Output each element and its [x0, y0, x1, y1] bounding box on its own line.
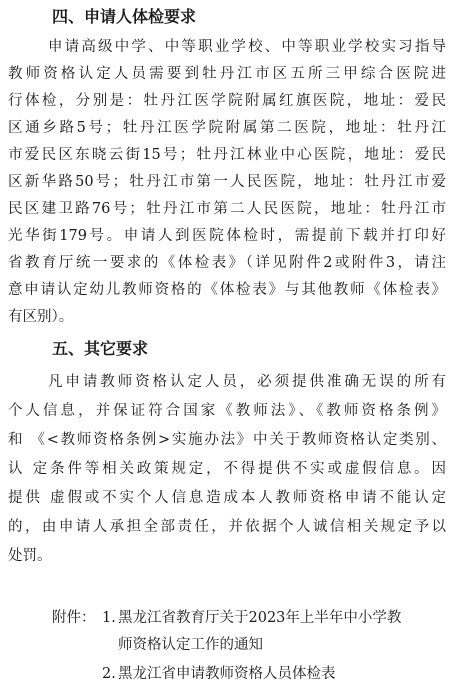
paragraph-line: 区新华路50号；牡丹江市第一人民医院，地址：牡丹江市爱 [8, 174, 446, 190]
paragraph-line: 区通乡路5号；牡丹江医学院附属第二医院，地址：牡丹江 [8, 120, 446, 136]
paragraph-line: 认 定条件等相关政策规定，不得提供不实或虚假信息。因 [8, 461, 446, 477]
paragraph-line: 申请高级中学、中等职业学校、中等职业学校实习指导 [48, 39, 446, 55]
attachment-title-line: 黑龙江省教育厅关于2023年上半年中小学教 [118, 610, 402, 626]
paragraph-line: 凡申请教师资格认定人员，必须提供准确无误的所有 [48, 374, 446, 390]
attachment-title-line: 师资格认定工作的通知 [118, 637, 263, 653]
attachment-number: 2. [102, 666, 116, 682]
paragraph-line: 省教育厅统一要求的《体检表》（详见附件2或附件3，请注 [8, 255, 446, 271]
paragraph-line: 意申请认定幼儿教师资格的《体检表》与其他教师《体检表》 [8, 282, 446, 298]
attachment-number: 1. [102, 610, 116, 626]
attachment-title-line: 黑龙江省申请教师资格人员体检表 [118, 666, 336, 682]
section-heading-other-requirements: 五、其它要求 [52, 339, 149, 358]
paragraph-line: 民区建卫路76号；牡丹江市第二人民医院，地址：牡丹江市 [8, 201, 446, 217]
paragraph-line: 个人信息，并保证符合国家《教师法》、《教师资格条例》 [8, 403, 446, 419]
paragraph-line: 光华街179号。申请人到医院体检时，需提前下载并打印好 [8, 228, 446, 244]
section-heading-physical-exam: 四、申请人体检要求 [52, 7, 197, 26]
paragraph-line: 教师资格认定人员需要到牡丹江市区五所三甲综合医院进 [8, 66, 446, 82]
paragraph-line: 的，由申请人承担全部责任，并依据个人诚信相关规定予以 [8, 519, 446, 535]
paragraph-line: 市爱民区东晓云街15号；牡丹江林业中心医院，地址：爱民 [8, 147, 446, 163]
attachments-label: 附件： [52, 610, 96, 626]
paragraph-line: 处罚。 [8, 548, 52, 564]
paragraph-line: 行体检，分别是：牡丹江医学院附属红旗医院，地址：爱民 [8, 93, 446, 109]
paragraph-line: 和 《<教师资格条例>实施办法》中关于教师资格认定类别、 [8, 432, 446, 448]
paragraph-line: 有区别）。 [8, 309, 74, 325]
paragraph-line: 提供 虚假或不实个人信息造成本人教师资格申请不能认定 [8, 490, 446, 506]
